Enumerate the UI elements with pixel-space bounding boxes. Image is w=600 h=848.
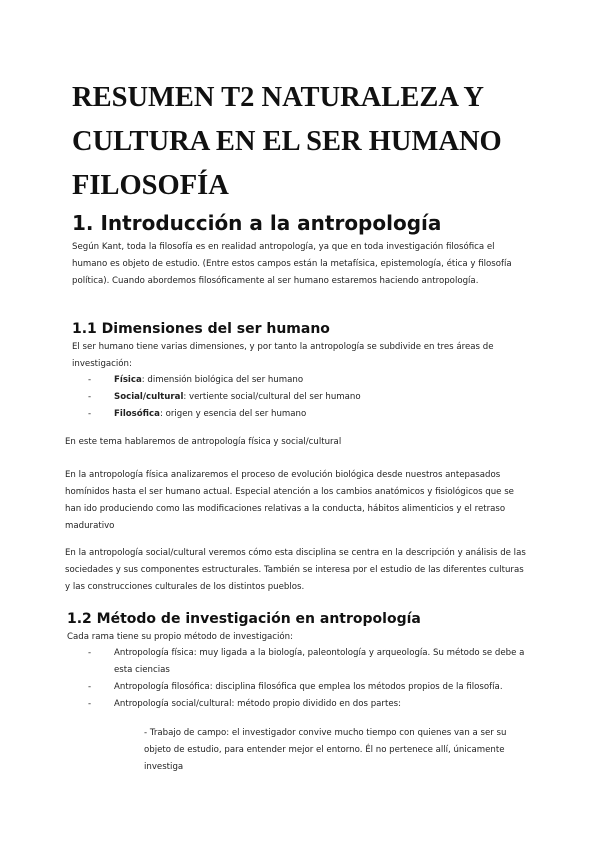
title-line-1: RESUMEN T2 NATURALEZA Y [72, 82, 484, 113]
document-title [72, 76, 542, 208]
list-item [88, 372, 518, 389]
list-item-term: Filosófica [114, 409, 160, 419]
section-1-2-heading: 1.2 Método de investigación en antropología [67, 611, 421, 627]
section-1-intro: Según Kant, toda la filosofía es en realidad antropología, ya que en toda investigación filosófica el humano es objeto de estudio. (Entre estos campos están la metafísica, epistemología, ética y filosofía política). Cuando abordemos filosóficamente al ser humano estaremos haciendo antropología. [72, 242, 512, 286]
section-1-1-heading: 1.1 Dimensiones del ser humano [72, 321, 330, 337]
dimensions-list [88, 372, 518, 423]
title-line-2: CULTURA EN EL SER HUMANO [72, 126, 502, 157]
methods-list [88, 645, 528, 713]
list-item: - Antropología física: muy ligada a la biología, paleontología y arqueología. Su método se debe a esta ciencias [88, 645, 528, 679]
list-item: - Antropología social/cultural: método propio dividido en dos partes: [88, 696, 528, 713]
section-1-2-intro: Cada rama tiene su propio método de investigación: [67, 632, 294, 642]
section-1-heading: 1. Introducción a la antropología [72, 211, 442, 235]
list-item: - Antropología filosófica: disciplina filosófica que emplea los métodos propios de la filosofía. [88, 679, 528, 696]
list-item-desc: : origen y esencia del ser humano [159, 409, 307, 419]
list-item-desc: : vertiente social/cultural del ser humano [183, 392, 361, 402]
paragraph-topics: En este tema hablaremos de antropología física y social/cultural [65, 437, 342, 447]
section-1-1-intro: El ser humano tiene varias dimensiones, y por tanto la antropología se subdivide en tres áreas de investigación: [72, 342, 494, 369]
list-item-desc: : dimensión biológica del ser humano [141, 375, 304, 385]
fieldwork-subitem: - Trabajo de campo: el investigador convive mucho tiempo con quienes van a ser su objeto de estudio, para entender mejor el entorno. Él no pertenece allí, únicamente investiga [144, 728, 507, 772]
paragraph-physical: En la antropología física analizaremos el proceso de evolución biológica desde nuestros antepasados homínidos hasta el ser humano actual. Especial atención a los cambios anatómicos y fisiológicos que se han ido produciendo como las modificaciones relativas a la conducta, hábitos alimenticios y el retraso madurativo [65, 470, 514, 531]
list-item [88, 406, 518, 423]
title-line-3: FILOSOFÍA [72, 170, 229, 201]
list-item [88, 389, 518, 406]
list-item-term: Física [114, 375, 142, 385]
list-item-term: Social/cultural [114, 392, 184, 402]
paragraph-social: En la antropología social/cultural veremos cómo esta disciplina se centra en la descripción y análisis de las sociedades y sus componentes estructurales. También se interesa por el estudio de las diferentes culturas y las construcciones culturales de los distintos pueblos. [65, 548, 526, 592]
